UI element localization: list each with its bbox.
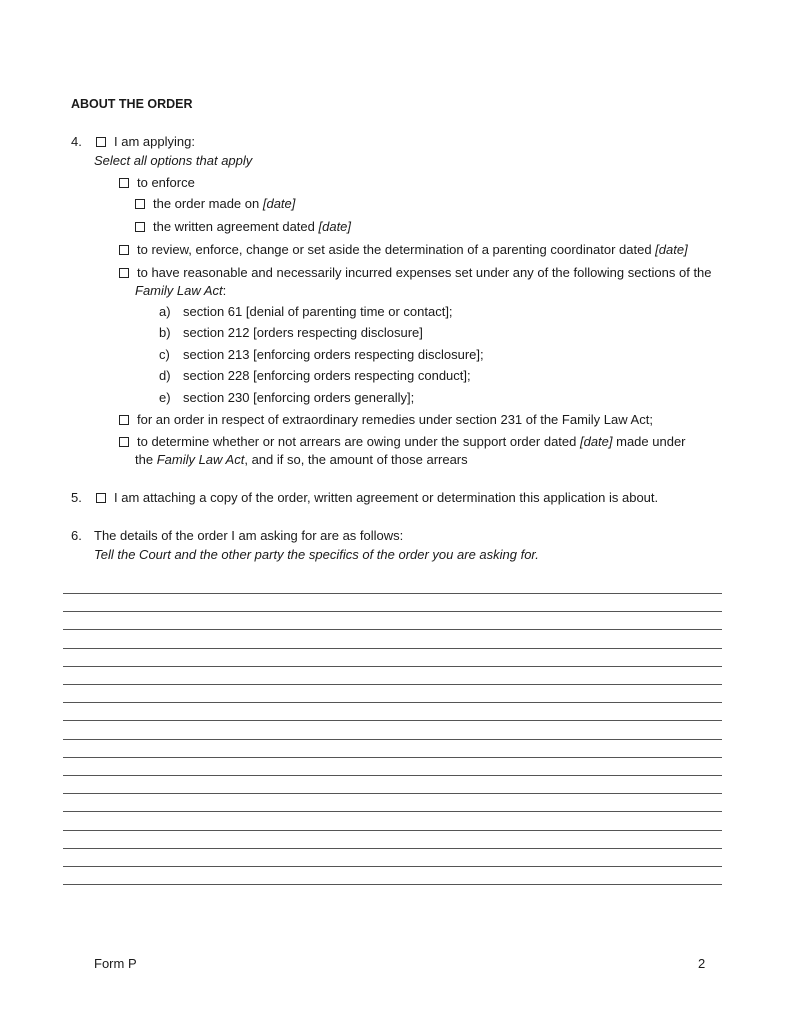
writing-line[interactable] xyxy=(63,757,722,758)
section-letter: d) xyxy=(159,368,171,383)
arrears-line2-a: the xyxy=(135,452,157,467)
option-written-agreement xyxy=(135,218,351,236)
section-text: section 212 [orders respecting disclosure] xyxy=(183,325,423,340)
arrears-line2-act: Family Law Act xyxy=(156,452,245,467)
expenses-label: to have reasonable and necessarily incurred expenses set under any of the following sections of the xyxy=(137,265,712,280)
writing-line[interactable] xyxy=(63,811,722,812)
written-agreement-checkbox[interactable] xyxy=(135,222,145,232)
section-text: section 61 [denial of parenting time or contact]; xyxy=(183,304,453,319)
option-arrears xyxy=(119,433,729,451)
review-determination-checkbox[interactable] xyxy=(119,245,129,255)
writing-line[interactable] xyxy=(63,593,722,594)
item-4-label: I am applying: xyxy=(114,134,195,149)
section-item xyxy=(159,367,471,385)
review-determination-date: [date] xyxy=(655,242,688,257)
option-review-determination xyxy=(119,241,688,259)
item-5-label: I am attaching a copy of the order, written agreement or determination this application is about. xyxy=(114,490,659,505)
writing-line[interactable] xyxy=(63,866,722,867)
extraordinary-checkbox[interactable] xyxy=(119,415,129,425)
section-text: section 213 [enforcing orders respecting disclosure]; xyxy=(183,347,484,362)
order-made-on-label: the order made on xyxy=(153,196,263,211)
section-item xyxy=(159,303,453,321)
section-letter: e) xyxy=(159,390,171,405)
writing-line[interactable] xyxy=(63,739,722,740)
option-order-made-on xyxy=(135,195,295,213)
section-letter: c) xyxy=(159,347,170,362)
arrears-date: [date] xyxy=(579,434,613,449)
item-6-instruction: Tell the Court and the other party the specifics of the order you are asking for. xyxy=(94,547,539,562)
written-agreement-label: the written agreement dated xyxy=(153,219,319,234)
footer-page-number: 2 xyxy=(698,956,706,971)
section-item xyxy=(159,346,484,364)
writing-line[interactable] xyxy=(63,629,722,630)
arrears-label-a: to determine whether or not arrears are owing under the support order dated xyxy=(137,434,580,449)
writing-line[interactable] xyxy=(63,775,722,776)
arrears-checkbox[interactable] xyxy=(119,437,129,447)
item-6-number: 6. xyxy=(71,528,82,543)
expenses-colon: : xyxy=(222,283,227,298)
written-agreement-date: [date] xyxy=(318,219,352,234)
section-text: section 230 [enforcing orders generally]; xyxy=(183,390,415,405)
enforce-checkbox[interactable] xyxy=(119,178,129,188)
item-4-row xyxy=(96,133,195,151)
item-6-label: The details of the order I am asking for are as follows: xyxy=(94,528,404,543)
item-4-number: 4. xyxy=(71,134,82,149)
writing-line[interactable] xyxy=(63,702,722,703)
order-made-on-checkbox[interactable] xyxy=(135,199,145,209)
arrears-line2-b: , and if so, the amount of those arrears xyxy=(244,452,468,467)
option-enforce xyxy=(119,174,195,192)
writing-line[interactable] xyxy=(63,793,722,794)
writing-line[interactable] xyxy=(63,830,722,831)
section-item xyxy=(159,324,423,342)
expenses-act: Family Law Act xyxy=(135,283,223,298)
writing-line[interactable] xyxy=(63,666,722,667)
order-made-on-date: [date] xyxy=(262,196,296,211)
section-heading: ABOUT THE ORDER xyxy=(71,97,193,111)
item-4-checkbox[interactable] xyxy=(96,137,106,147)
arrears-label-b: made under xyxy=(612,434,686,449)
item-4-instruction: Select all options that apply xyxy=(94,153,253,168)
expenses-line2 xyxy=(135,282,226,300)
writing-line[interactable] xyxy=(63,611,722,612)
section-letter: b) xyxy=(159,325,171,340)
writing-line[interactable] xyxy=(63,648,722,649)
item-5-checkbox[interactable] xyxy=(96,493,106,503)
writing-line[interactable] xyxy=(63,884,722,885)
extraordinary-label: for an order in respect of extraordinary remedies under section 231 of the Family Law Act; xyxy=(137,412,653,427)
option-extraordinary xyxy=(119,411,653,429)
section-item xyxy=(159,389,414,407)
writing-line[interactable] xyxy=(63,720,722,721)
arrears-line2 xyxy=(135,451,468,469)
item-5-row xyxy=(96,489,658,507)
section-letter: a) xyxy=(159,304,171,319)
item-5-number: 5. xyxy=(71,490,82,505)
arrears-line1 xyxy=(119,433,729,451)
option-expenses xyxy=(119,264,712,282)
expenses-checkbox[interactable] xyxy=(119,268,129,278)
option-enforce-label: to enforce xyxy=(137,175,195,190)
writing-line[interactable] xyxy=(63,684,722,685)
writing-line[interactable] xyxy=(63,848,722,849)
footer-form-name: Form P xyxy=(94,956,137,971)
section-text: section 228 [enforcing orders respecting conduct]; xyxy=(183,368,471,383)
review-determination-label: to review, enforce, change or set aside the determination of a parenting coordinator dated xyxy=(137,242,656,257)
